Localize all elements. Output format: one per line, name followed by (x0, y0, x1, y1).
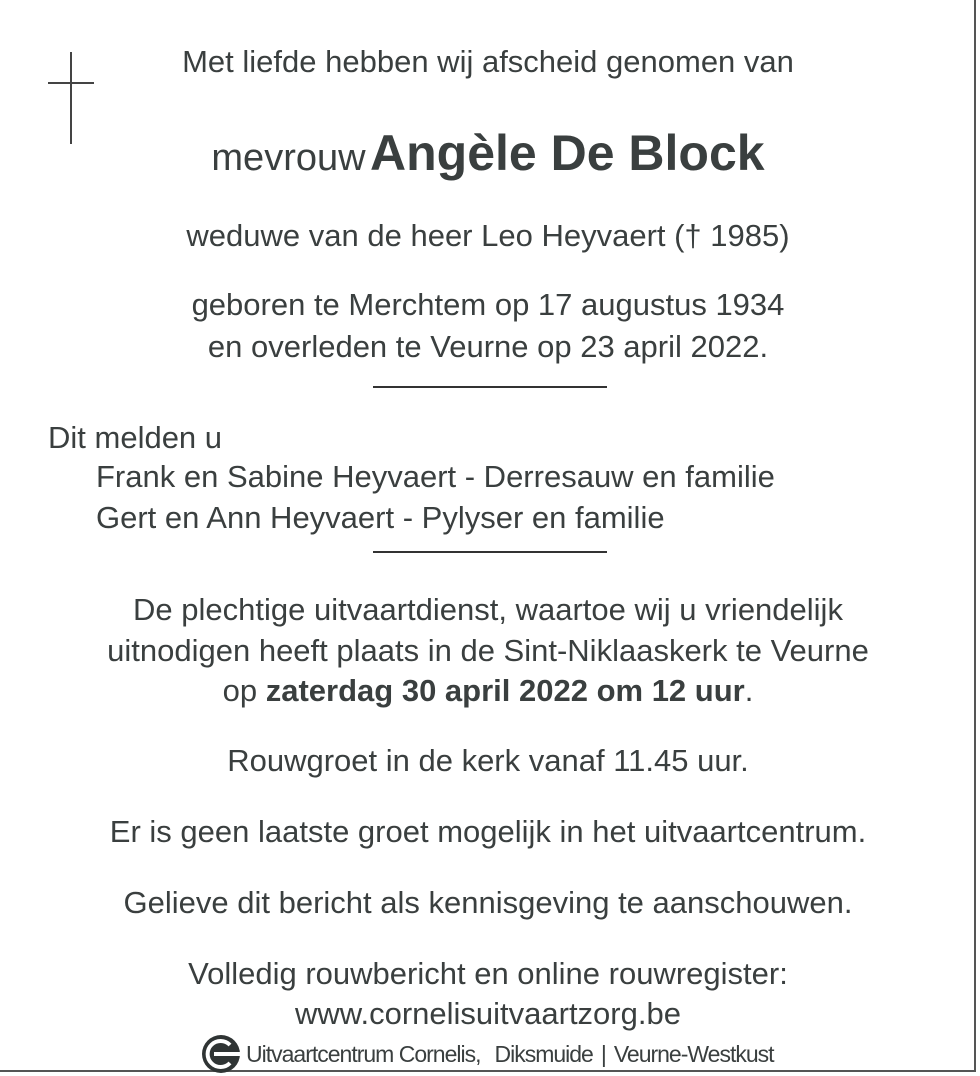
footer-separator: | (600, 1040, 606, 1067)
footer-company: Uitvaartcentrum Cornelis, (246, 1040, 481, 1067)
no-farewell-text: Er is geen laatste groet mogelijk in het uitvaartcentrum. (109, 814, 867, 849)
announcer-line: Frank en Sabine Heyvaert - Derresauw en familie (96, 459, 775, 494)
cornelis-logo-icon (200, 1033, 242, 1075)
announcer-line: Gert en Ann Heyvaert - Pylyser en familie (96, 500, 665, 535)
service-line-2: uitnodigen heeft plaats in de Sint-Niklaaskerk te Veurne (107, 633, 869, 668)
service-date-time: zaterdag 30 april 2022 om 12 uur (265, 673, 745, 708)
service-line-1: De plechtige uitvaartdienst, waartoe wij u vriendelijk (133, 592, 843, 627)
footer (200, 1034, 774, 1074)
notification-text: Gelieve dit bericht als kennisgeving te aanschouwen. (123, 885, 853, 920)
footer-location-2: Veurne-Westkust (613, 1040, 774, 1067)
service-line-3-suffix: . (744, 673, 754, 708)
divider-bottom (373, 551, 607, 553)
deceased-name-line (0, 124, 976, 182)
widow-of-text: weduwe van de heer Leo Heyvaert († 1985) (186, 218, 790, 253)
born-text: geboren te Merchtem op 17 augustus 1934 (191, 287, 785, 322)
condolence-text: Rouwgroet in de kerk vanaf 11.45 uur. (227, 743, 749, 778)
announcers-intro: Dit melden u (48, 420, 223, 455)
website-link[interactable]: www.cornelisuitvaartzorg.be (295, 996, 681, 1031)
intro-text: Met liefde hebben wij afscheid genomen van (182, 44, 794, 79)
online-register-label: Volledig rouwbericht en online rouwregister: (188, 956, 788, 991)
service-line-3 (0, 671, 976, 711)
died-text: en overleden te Veurne op 23 april 2022. (207, 329, 769, 364)
divider-top (373, 386, 607, 388)
deceased-name: Angèle De Block (370, 125, 765, 181)
footer-location-1: Diksmuide (494, 1040, 593, 1067)
title-prefix: mevrouw (211, 137, 366, 179)
service-line-3-prefix: op (222, 673, 258, 708)
